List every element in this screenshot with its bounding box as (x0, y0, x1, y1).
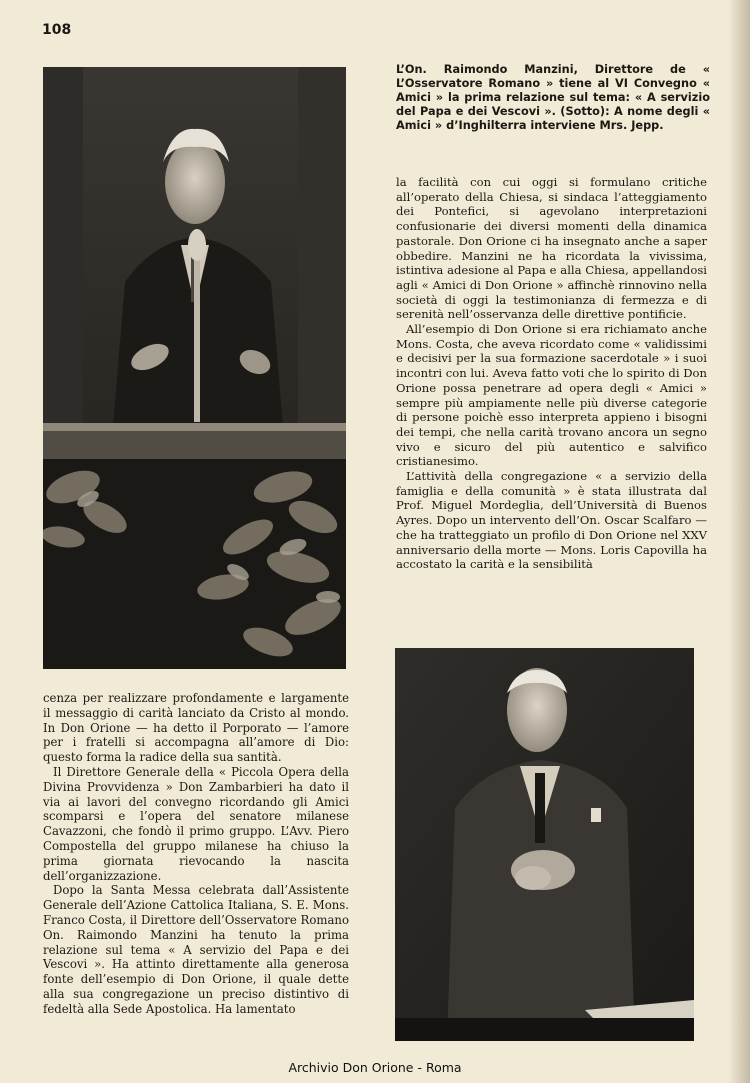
article-column-right (396, 175, 707, 572)
page-number: 108 (42, 22, 72, 38)
photo-caption: L’On. Raimondo Manzini, Direttore de « L’Osservatore Romano » tiene al VI Convegno « Amici » la prima relazione sul tema: « A servizio del Papa e dei Vescovi ». (Sotto): A nome degli « Amici » d’Inghilterra interviene Mrs. Jepp. (396, 63, 710, 132)
photo-elderly-man (395, 648, 694, 1041)
paragraph: Dopo la Santa Messa celebrata dall’Assistente Generale dell’Azione Cattolica Italiana, S. E. Mons. Franco Costa, il Direttore dell’Osservatore Romano On. Raimondo Manzini ha tenuto la prima relazione sul tema « A servizio del Papa e dei Vescovi ». Ha attinto direttamente alla generosa fonte dell’esempio di Don Orione, il quale dette alla sua congregazione un preciso distintivo di fedeltà alla Sede Apostolica. Ha lamentato (43, 883, 349, 1016)
paragraph: L’attività della congregazione « a servizio della famiglia e della comunità » è stata illustrata dal Prof. Miguel Mordeglia, dell’Università di Buenos Ayres. Dopo un intervento dell’On. Oscar Scalfaro — che ha tratteggiato un profilo di Don Orione nel XXV anniversario della morte — Mons. Loris Capovilla ha accostato la carità e la sensibilità (396, 469, 707, 572)
paragraph: All’esempio di Don Orione si era richiamato anche Mons. Costa, che aveva ricordato come « validissimi e decisivi per la sua formazione sacerdotale » i suoi incontri con lui. Aveva fatto voti che lo spirito di Don Orione possa penetrare ad opera degli « Amici » sempre più ampiamente nelle più diverse categorie di persone poichè esso interpreta appieno i bisogni dei tempi, che nella carità trovano ancora un segno vivo e sicuro del più autentico e salvifico cristianesimo. (396, 322, 707, 469)
photo-speaker-manzini (43, 67, 346, 669)
paragraph: Il Direttore Generale della « Piccola Opera della Divina Provvidenza » Don Zambarbieri ha dato il via ai lavori del convegno ricordando gli Amici scomparsi e l’opera del senatore milanese Cavazzoni, che fondò il primo gruppo. L’Avv. Piero Compostella del gruppo milanese ha chiuso la prima giornata rievocando la nascita dell’organizzazione. (43, 764, 349, 883)
archive-footer: Archivio Don Orione - Roma (288, 1060, 462, 1075)
article-column-left (43, 691, 349, 1017)
paragraph: cenza per realizzare profondamente e largamente il messaggio di carità lanciato da Cristo al mondo. In Don Orione — ha detto il Porporato — l’amore per i fratelli si accompagna all’amore di Dio: questo forma la radice della sua santità. (43, 691, 349, 765)
paragraph: la facilità con cui oggi si formulano critiche all’operato della Chiesa, si sindaca l’atteggiamento dei Pontefici, si agevolano interpretazioni confusionarie dei diversi momenti della dinamica pastorale. Don Orione ci ha insegnato anche a saper obbedire. Manzini ne ha ricordata la vivissima, istintiva adesione al Papa e alla Chiesa, appellandosi agli « Amici di Don Orione » affinchè rinnovino nella società di oggi la testimonianza di fermezza e di serenità nell’osservanza delle direttive pontificie. (396, 175, 707, 322)
page-edge-shadow (728, 0, 750, 1083)
